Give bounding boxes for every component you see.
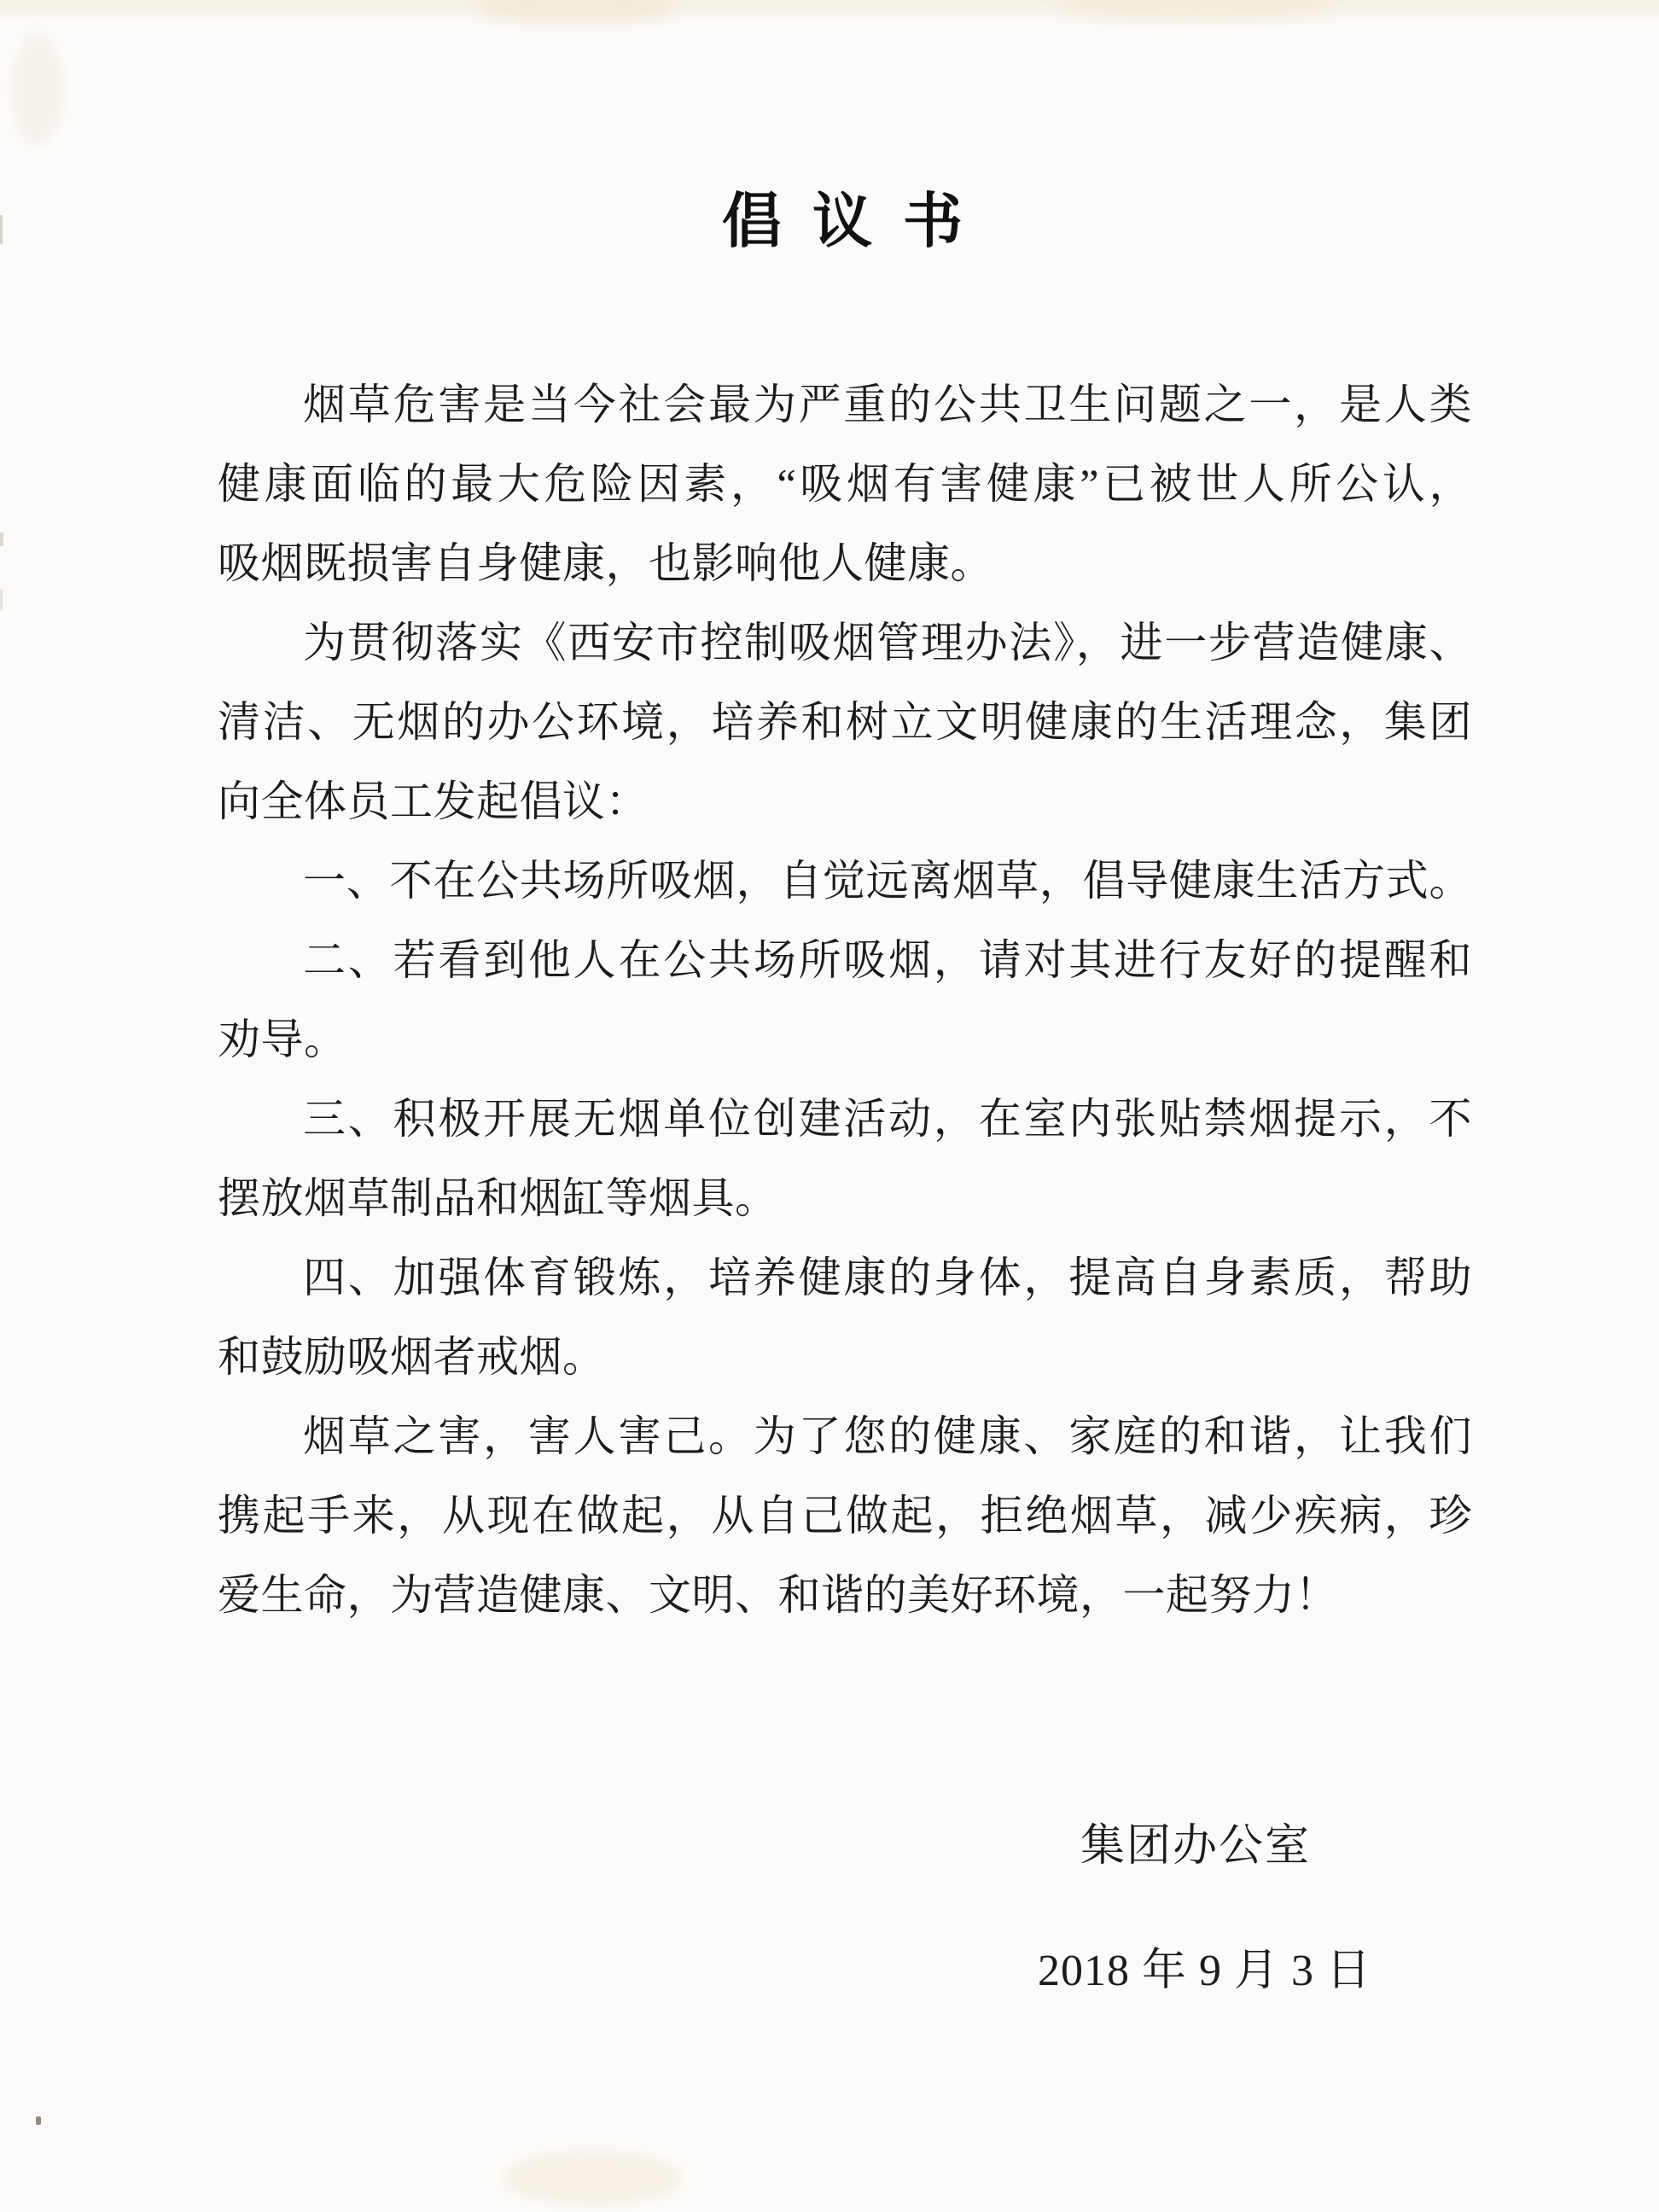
document-line: 烟草之害，害人害己。为了您的健康、家庭的和谐，让我们 [303,1412,1472,1460]
document-line: 向全体员工发起倡议： [218,777,649,825]
document-line: 和鼓励吸烟者戒烟。 [218,1333,606,1381]
document-line: 清洁、无烟的办公环境，培养和树立文明健康的生活理念，集团 [218,698,1472,746]
document-line: 摆放烟草制品和烟缸等烟具。 [218,1174,778,1222]
document-line: 爱生命，为营造健康、文明、和谐的美好环境，一起努力！ [218,1571,1338,1619]
document-line: 劝导。 [218,1016,347,1063]
scan-artifact [504,2151,683,2205]
document-line: 烟草危害是当今社会最为严重的公共卫生问题之一，是人类 [303,381,1472,428]
scan-artifact [12,34,63,145]
scan-speck [0,533,3,546]
document-body [218,365,1472,1635]
signature-date: 2018 年 9 月 3 日 [1038,1947,1372,1995]
document-line: 吸烟既损害自身健康，也影响他人健康。 [218,539,993,587]
document-line: 四、加强体育锻炼，培养健康的身体，提高自身素质，帮助 [303,1254,1472,1301]
scan-speck [0,215,3,244]
document-line: 二、若看到他人在公共场所吸烟，请对其进行友好的提醒和 [303,936,1472,984]
scan-artifact [1058,0,1331,22]
scan-edge-noise [0,0,1659,32]
document-line: 携起手来，从现在做起，从自己做起，拒绝烟草，减少疾病，珍 [218,1492,1472,1540]
document-line: 三、积极开展无烟单位创建活动，在室内张贴禁烟提示，不 [303,1095,1472,1143]
signature-org: 集团办公室 [1080,1822,1312,1871]
scan-speck [0,589,3,611]
scan-speck [36,2116,41,2125]
scan-artifact [478,0,674,26]
document-line: 为贯彻落实《西安市控制吸烟管理办法》，进一步营造健康、 [303,619,1472,667]
document-line: 一、不在公共场所吸烟，自觉远离烟草，倡导健康生活方式。 [303,857,1472,905]
document-title: 倡议书 [722,189,993,255]
document-line: 健康面临的最大危险因素，“吸烟有害健康”已被世人所公认， [218,460,1472,508]
